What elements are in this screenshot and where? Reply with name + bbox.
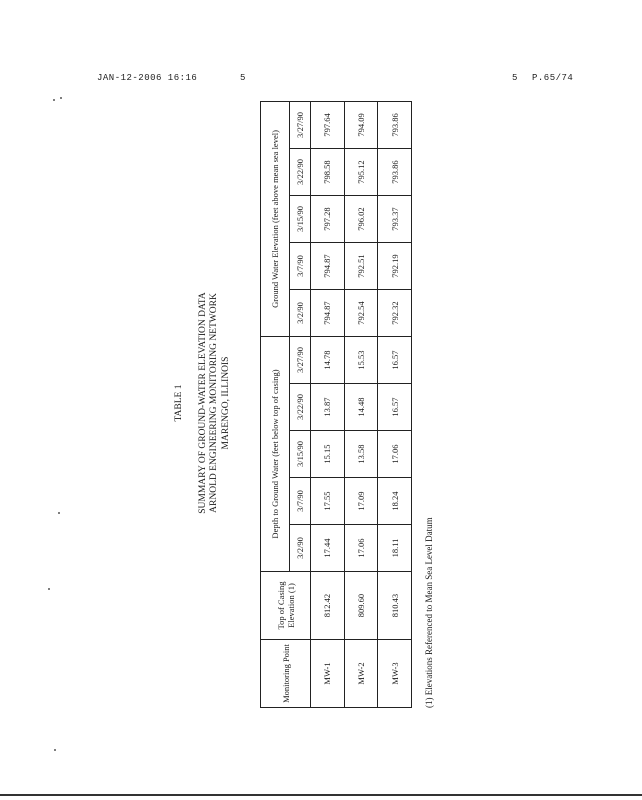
page-bottom-edge bbox=[0, 794, 642, 796]
scan-speck bbox=[54, 749, 56, 751]
date-header: 3/2/90 bbox=[290, 290, 311, 337]
date-header: 3/7/90 bbox=[290, 478, 311, 525]
elevation-group-header: Ground Water Elevation (feet above mean sea level) bbox=[261, 101, 290, 336]
depth-cell: 15.15 bbox=[311, 431, 345, 478]
depth-cell: 17.09 bbox=[344, 478, 378, 525]
date-header: 3/15/90 bbox=[290, 431, 311, 478]
depth-group-header: Depth to Ground Water (feet below top of casing) bbox=[261, 337, 290, 572]
monitoring-point-cell: MW-2 bbox=[344, 640, 378, 708]
scan-speck bbox=[48, 588, 50, 590]
table-row bbox=[378, 101, 412, 707]
table-title-line-2: ARNOLD ENGINEERING MONITORING NETWORK bbox=[209, 293, 219, 513]
monitoring-point-cell: MW-1 bbox=[311, 640, 345, 708]
depth-cell: 17.06 bbox=[344, 525, 378, 572]
elevation-cell: 796.02 bbox=[344, 196, 378, 243]
depth-cell: 18.11 bbox=[378, 525, 412, 572]
ground-water-data-table bbox=[260, 101, 412, 708]
fax-code: 5 bbox=[240, 73, 246, 83]
elevation-cell: 795.12 bbox=[344, 149, 378, 196]
depth-cell: 16.57 bbox=[378, 337, 412, 384]
fax-header bbox=[0, 73, 642, 87]
elevation-cell: 792.54 bbox=[344, 290, 378, 337]
date-header: 3/27/90 bbox=[290, 337, 311, 384]
rotated-document-page bbox=[172, 95, 442, 711]
depth-cell: 17.44 bbox=[311, 525, 345, 572]
depth-cell: 15.53 bbox=[344, 337, 378, 384]
date-header: 3/15/90 bbox=[290, 196, 311, 243]
depth-cell: 14.48 bbox=[344, 384, 378, 431]
elevation-cell: 792.51 bbox=[344, 243, 378, 290]
monitoring-point-cell: MW-3 bbox=[378, 640, 412, 708]
depth-cell: 13.87 bbox=[311, 384, 345, 431]
casing-elevation-header: Top of Casing Elevation (1) bbox=[261, 572, 311, 640]
table-label: TABLE 1 bbox=[174, 384, 184, 422]
fax-page-count: P.65/74 bbox=[532, 73, 574, 83]
date-header: 3/22/90 bbox=[290, 384, 311, 431]
casing-elevation-cell: 810.43 bbox=[378, 572, 412, 640]
table-row bbox=[311, 101, 345, 707]
date-header: 3/27/90 bbox=[290, 101, 311, 148]
scan-speck bbox=[58, 512, 60, 514]
date-header: 3/7/90 bbox=[290, 243, 311, 290]
elevation-cell: 792.32 bbox=[378, 290, 412, 337]
depth-cell: 18.24 bbox=[378, 478, 412, 525]
monitoring-point-header: Monitoring Point bbox=[261, 640, 311, 708]
fax-datetime: JAN-12-2006 16:16 bbox=[97, 73, 198, 83]
elevation-cell: 794.87 bbox=[311, 290, 345, 337]
depth-cell: 13.58 bbox=[344, 431, 378, 478]
table-title-line-1: SUMMARY OF GROUND-WATER ELEVATION DATA bbox=[197, 292, 208, 514]
table-header-row bbox=[261, 101, 290, 707]
table-title-block bbox=[174, 95, 232, 711]
table-title-line-3: MARENGO, ILLINOIS bbox=[220, 356, 231, 450]
elevation-cell: 793.86 bbox=[378, 101, 412, 148]
elevation-cell: 797.64 bbox=[311, 101, 345, 148]
depth-cell: 14.78 bbox=[311, 337, 345, 384]
elevation-cell: 793.86 bbox=[378, 149, 412, 196]
elevation-cell: 793.37 bbox=[378, 196, 412, 243]
fax-page-number: 5 bbox=[512, 73, 518, 83]
casing-elevation-cell: 809.60 bbox=[344, 572, 378, 640]
date-header: 3/2/90 bbox=[290, 525, 311, 572]
depth-cell: 16.57 bbox=[378, 384, 412, 431]
scan-speck bbox=[53, 99, 55, 101]
elevation-cell: 794.87 bbox=[311, 243, 345, 290]
table-footnote: (1) Elevations Referenced to Mean Sea Level Datum bbox=[424, 517, 434, 708]
depth-cell: 17.55 bbox=[311, 478, 345, 525]
date-header: 3/22/90 bbox=[290, 149, 311, 196]
elevation-cell: 798.58 bbox=[311, 149, 345, 196]
casing-elevation-cell: 812.42 bbox=[311, 572, 345, 640]
table-row bbox=[344, 101, 378, 707]
elevation-cell: 792.19 bbox=[378, 243, 412, 290]
depth-cell: 17.06 bbox=[378, 431, 412, 478]
elevation-cell: 797.28 bbox=[311, 196, 345, 243]
scan-speck bbox=[60, 97, 62, 99]
elevation-cell: 794.09 bbox=[344, 101, 378, 148]
